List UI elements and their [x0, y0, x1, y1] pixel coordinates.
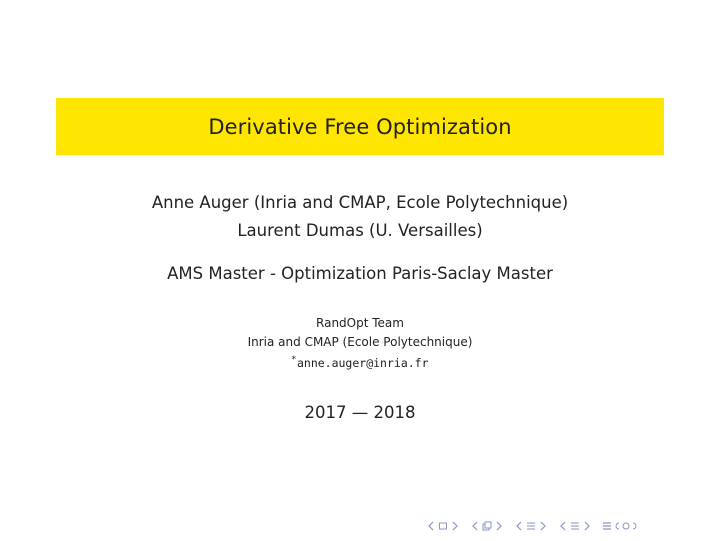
- nav-align-icon[interactable]: [602, 520, 612, 532]
- nav-subsection-prev-icon[interactable]: [470, 520, 480, 532]
- academic-year: 2017 — 2018: [304, 403, 416, 422]
- institution-name: Inria and CMAP (Ecole Polytechnique): [247, 335, 473, 349]
- team-name: RandOpt Team: [316, 316, 404, 330]
- slide-title: Derivative Free Optimization: [208, 114, 512, 139]
- nav-section-next-icon[interactable]: [538, 520, 548, 532]
- nav-subsection-group: [469, 520, 505, 532]
- title-band: [56, 98, 664, 155]
- program-name: AMS Master - Optimization Paris-Saclay Master: [167, 264, 553, 283]
- nav-document-next-icon[interactable]: [582, 520, 592, 532]
- nav-section-prev-icon[interactable]: [514, 520, 524, 532]
- author-line-1: Anne Auger (Inria and CMAP, Ecole Polytechnique): [151, 193, 569, 212]
- nav-tools-group: [601, 520, 639, 532]
- nav-frame-next-icon[interactable]: [450, 520, 460, 532]
- nav-subsection-next-icon[interactable]: [494, 520, 504, 532]
- nav-frame-icon[interactable]: [438, 520, 448, 532]
- nav-section-icon[interactable]: [526, 520, 536, 532]
- nav-search-icon[interactable]: [614, 520, 638, 532]
- beamer-navigation-bar: [425, 519, 647, 533]
- email-marker: *: [291, 355, 296, 365]
- nav-document-icon[interactable]: [570, 520, 580, 532]
- email-line: [0, 355, 720, 370]
- nav-document-group: [557, 520, 593, 532]
- email-address[interactable]: anne.auger@inria.fr: [296, 356, 429, 370]
- nav-frame-prev-icon[interactable]: [426, 520, 436, 532]
- nav-document-prev-icon[interactable]: [558, 520, 568, 532]
- nav-frame-group: [425, 520, 461, 532]
- author-line-2: Laurent Dumas (U. Versailles): [237, 221, 483, 240]
- nav-section-group: [513, 520, 549, 532]
- nav-subsection-icon[interactable]: [482, 520, 492, 532]
